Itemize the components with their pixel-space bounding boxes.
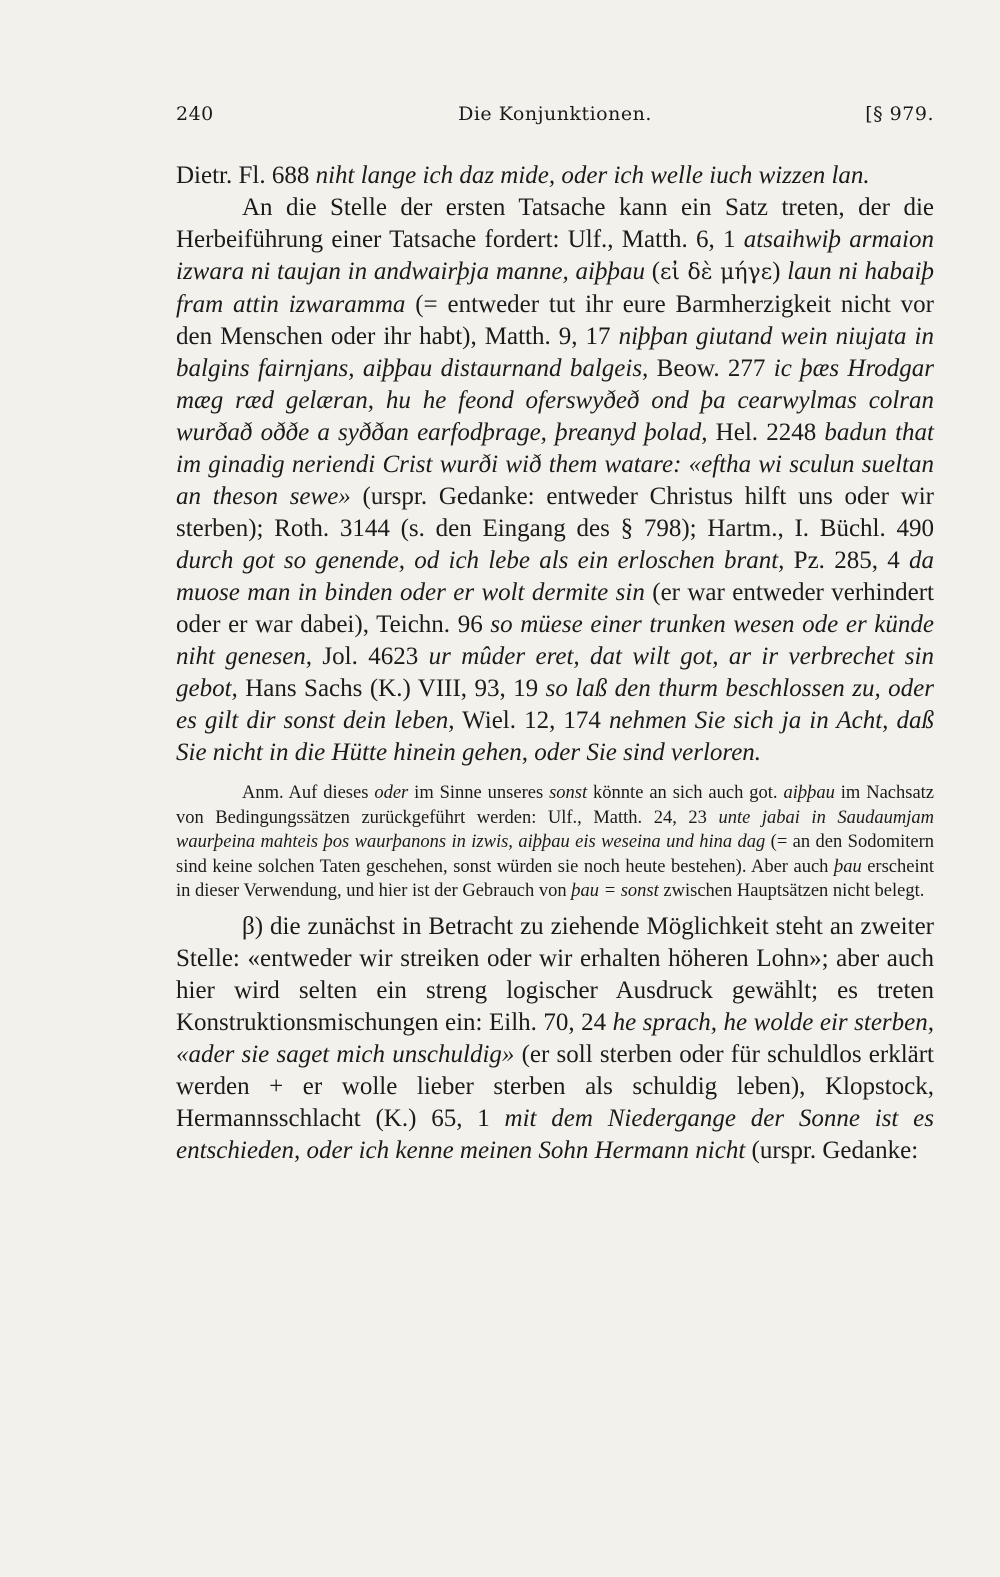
italic-quotation: unte jabai in Saudaumjam waurþeina mahteis þos waurþanons in izwis, aiþþau eis weseina und hina dag (176, 807, 934, 852)
chapter-title: Die Konjunktionen. (458, 103, 652, 125)
text-run: im Sinne unseres (408, 783, 550, 803)
text-run: Beow. 277 (648, 355, 774, 382)
italic-quotation: durch got so genende, od ich lebe als ein erloschen brant, (176, 547, 785, 574)
italic-quotation: nehmen Sie sich ja in Acht, daß Sie nicht in die Hütte hinein gehen, oder Sie sind verloren. (176, 707, 934, 766)
paragraph-continued (176, 160, 934, 192)
text-run: Pz. 285, 4 (784, 547, 910, 574)
text-run: (er soll sterben oder für schuldlos erklärt werden + er wolle lieber sterben als schuldig leben), Klopstock, Hermannsschlacht (K.) 65, 1 (176, 1040, 935, 1132)
italic-quotation: da muose man in binden oder er wolt dermite sin (176, 547, 935, 606)
italic-quotation: badun that im ginadig neriendi Crist wurði wið them watare: «eftha wi sculun sueltan an theson sewe» (176, 419, 934, 510)
text-run: erscheint in dieser Verwendung, und hier ist der Gebrauch von (176, 856, 934, 901)
italic-quotation: niþþan giutand wein niujata in balgins fairnjans, aiþþau distaurnand balgeis, (176, 323, 934, 382)
text-run: Anm. Auf dieses (242, 783, 375, 803)
text-run: Dietr. Fl. 688 (176, 162, 316, 189)
italic-quotation: oder (374, 783, 409, 803)
italic-quotation: so müese einer trunken wesen ode er künde niht genesen, (176, 611, 935, 670)
text-run: ) (772, 258, 788, 285)
text-run: (urspr. Gedanke: (745, 1136, 919, 1164)
italic-quotation: so laß den thurm beschlossen zu, oder es gilt dir sonst dein leben, (176, 675, 934, 734)
section-reference: [§ 979. (865, 103, 934, 125)
text-run: (= entweder tut ihr eure Barmherzigkeit nicht vor den Menschen oder ihr habt), Matth. 9, 17 (176, 291, 934, 350)
italic-quotation: ic þæs Hrodgar mæg ræd gelæran, hu he feond oferswyðeð ond þa cearwylmas colran wurðað oððe a syððan earfodþrage, þreanyd þolad, (176, 355, 934, 446)
text-run: zwischen Hauptsätzen nicht belegt. (658, 881, 925, 901)
text-run: im Nachsatz von Bedingungssätzen zurückgeführt werden: Ulf., Matth. 24, 23 (176, 783, 935, 828)
text-run: Hans Sachs (K.) VIII, 93, 19 (237, 675, 546, 702)
italic-quotation: þau = sonst (571, 881, 659, 901)
italic-quotation: mit dem Niedergange der Sonne ist es entschieden, oder ich kenne meinen Sohn Hermann nicht (176, 1104, 934, 1164)
page-number: 240 (176, 103, 214, 125)
italic-quotation: þau (833, 856, 862, 877)
text-run: (er war entweder verhindert oder er war dabei), Teichn. 96 (176, 579, 934, 638)
greek-text: εἰ δὲ μήγε (660, 260, 773, 285)
book-page (176, 0, 934, 1577)
text-run: An die Stelle der ersten Tatsache kann ein Satz treten, der die Herbeiführung einer Tatsache fordert: Ulf., Matth. 6, 1 (176, 194, 934, 253)
text-run: könnte an sich auch got. (587, 783, 784, 803)
running-head (176, 103, 934, 133)
text-run: β) die zunächst in Betracht zu ziehende Möglichkeit steht an zweiter Stelle: «entweder wir streiken oder wir erhalten höheren Lohn»; aber auch hier wird selten ein streng logischer Ausdruck gewählt; es treten Konstruktionsmischungen ein: Eilh. 70, 24 (176, 912, 934, 1036)
italic-quotation: sonst (549, 783, 588, 803)
text-run: ( (644, 258, 661, 285)
main-text (176, 160, 934, 1167)
text-run: Hel. 2248 (707, 419, 825, 446)
italic-quotation: atsaihwiþ armaion izwara ni taujan in andwairþja manne, aiþþau (176, 226, 934, 285)
italic-quotation: niht lange ich daz mide, oder ich welle iuch wizzen lan. (315, 162, 870, 189)
text-run: Wiel. 12, 174 (454, 707, 609, 734)
text-run: (urspr. Gedanke: entweder Christus hilft uns oder wir sterben); Roth. 3144 (s. den Eingang des § 798); Hartm., I. Büchl. 490 (176, 483, 935, 542)
paragraph-beta (176, 911, 934, 1167)
text-run: (= an den Sodomitern sind keine solchen Taten geschehen, sonst würden sie noch heute bestehen). Aber auch (176, 832, 934, 877)
italic-quotation: laun ni habaiþ fram attin izwaramma (176, 258, 935, 318)
text-run: Jol. 4623 (312, 643, 429, 670)
italic-quotation: ur mûder eret, dat wilt got, ar ir verbrechet sin gebot, (176, 643, 934, 702)
italic-quotation: aiþþau (783, 783, 835, 803)
annotation-note (176, 781, 934, 904)
paragraph-main (176, 192, 934, 769)
italic-quotation: he sprach, he wolde eir sterben, «ader sie saget mich unschuldig» (176, 1008, 934, 1068)
